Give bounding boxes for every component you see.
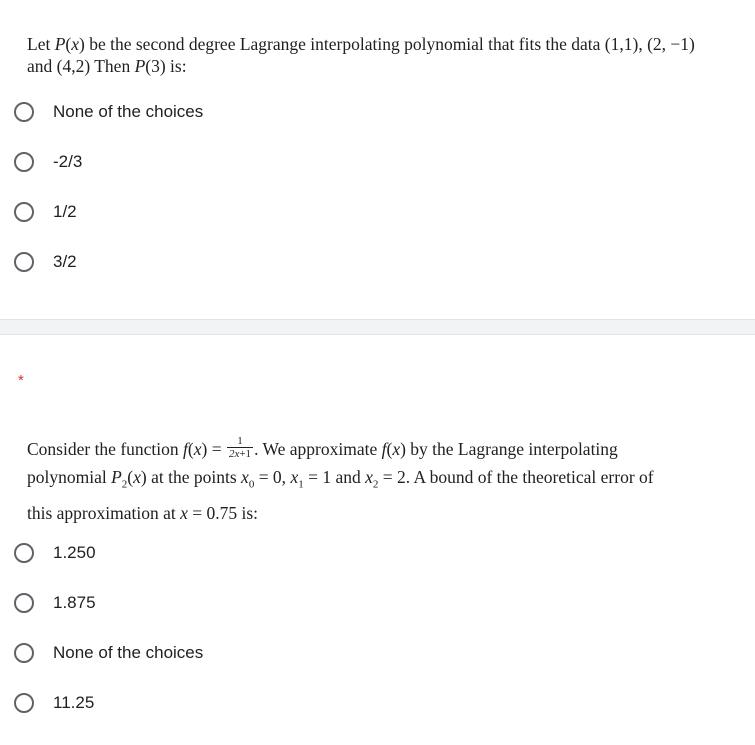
radio-button[interactable]	[14, 252, 34, 272]
radio-button[interactable]	[14, 152, 34, 172]
radio-button[interactable]	[14, 202, 34, 222]
radio-button[interactable]	[14, 102, 34, 122]
option-radio[interactable]	[14, 590, 96, 616]
section-separator	[0, 319, 755, 335]
option-label: None of the choices	[53, 643, 204, 662]
option-label: 11.25	[53, 693, 95, 712]
option-radio[interactable]	[14, 249, 77, 275]
option-radio[interactable]	[14, 690, 94, 716]
question-card-1	[0, 0, 755, 319]
question-2-text: Consider the function f(x) = $\frac{1}{2x+1}$ . We approximate f(x) by the Lagrange interpolating polynomial $P_2(x)$ at the points $x_0 = 0$, $x_1 = 1$ and $x_2 = 2$. A bound of the theoretical error of this approximation at x = 0.75 is:	[27, 435, 654, 523]
option-radio[interactable]	[14, 99, 203, 125]
radio-button[interactable]	[14, 643, 34, 663]
option-label: 3/2	[53, 252, 77, 271]
question-card-2	[0, 335, 755, 745]
option-label: 1/2	[53, 202, 77, 221]
radio-button[interactable]	[14, 543, 34, 563]
question-1-text: Let P(x) be the second degree Lagrange interpolating polynomial that fits the data (1,1), (2, −1) and (4,2) Then P(3) is:	[27, 34, 695, 76]
option-radio[interactable]	[14, 640, 203, 666]
radio-button[interactable]	[14, 593, 34, 613]
radio-button[interactable]	[14, 693, 34, 713]
option-label: None of the choices	[53, 102, 204, 121]
option-label: -2/3	[53, 152, 83, 171]
required-asterisk: *	[18, 372, 24, 389]
option-label: 1.875	[53, 593, 96, 612]
option-radio[interactable]	[14, 540, 96, 566]
option-radio[interactable]	[14, 199, 77, 225]
option-radio[interactable]	[14, 149, 82, 175]
option-label: 1.250	[53, 543, 96, 562]
